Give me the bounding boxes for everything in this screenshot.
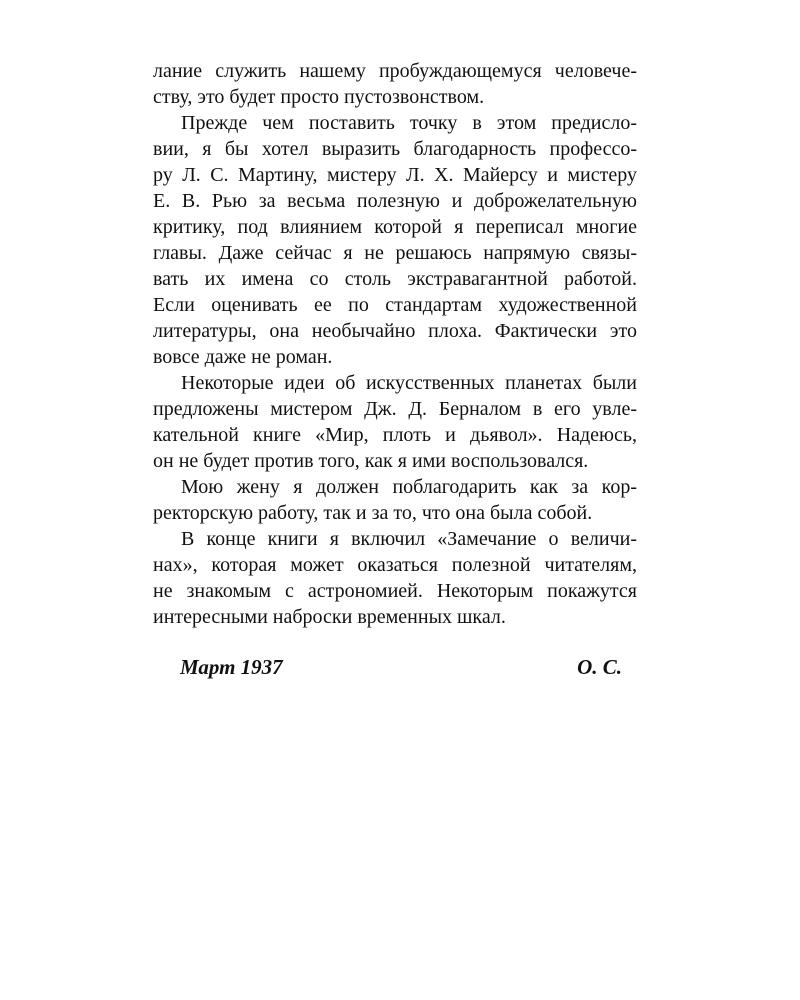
text-line: лание служить нашему пробуждающемуся человече- [153,60,637,82]
paragraph [153,110,637,370]
text-line: Е. В. Рью за весьма полезную и доброжелательную [153,190,637,212]
document-body [153,58,637,630]
text-line: Прежде чем поставить точку в этом предисло- [181,112,637,134]
text-line: вовсе даже не роман. [153,346,333,368]
text-line: вать их имена со столь экстравагантной работой. [153,268,637,290]
text-line: нах», которая может оказаться полезной читателям, [153,554,637,576]
paragraph [153,526,637,630]
signature-initials: О. С. [577,655,622,679]
text-line: кательной книге «Мир, плоть и дьявол». Надеюсь, [153,424,637,446]
text-line: Если оценивать ее по стандартам художественной [153,294,637,316]
text-line: он не будет против того, как я ими воспользовался. [153,450,589,472]
signature-date: Март 1937 [180,655,283,679]
text-line: ректорскую работу, так и за то, что она была собой. [153,502,593,524]
signature-block [180,655,622,685]
text-line: вии, я бы хотел выразить благодарность профессо- [153,138,637,160]
text-line: главы. Даже сейчас я не решаюсь напрямую связы- [153,242,637,264]
text-line: Мою жену я должен поблагодарить как за кор- [181,476,637,498]
text-line: предложены мистером Дж. Д. Берналом в его увле- [153,398,637,420]
text-line: В конце книги я включил «Замечание о величи- [181,528,637,550]
text-line: ру Л. С. Мартину, мистеру Л. Х. Майерсу и мистеру [153,164,637,186]
text-line: интересными наброски временных шкал. [153,606,506,628]
text-line: критику, под влиянием которой я переписал многие [153,216,637,238]
paragraph [153,370,637,474]
text-line: литературы, она необычайно плоха. Фактически это [153,320,637,342]
text-line: ству, это будет просто пустозвонством. [153,86,485,108]
text-line: Некоторые идеи об искусственных планетах были [181,372,637,394]
paragraph [153,474,637,526]
paragraph [153,58,637,110]
text-line: не знакомым с астрономией. Некоторым покажутся [153,580,637,602]
